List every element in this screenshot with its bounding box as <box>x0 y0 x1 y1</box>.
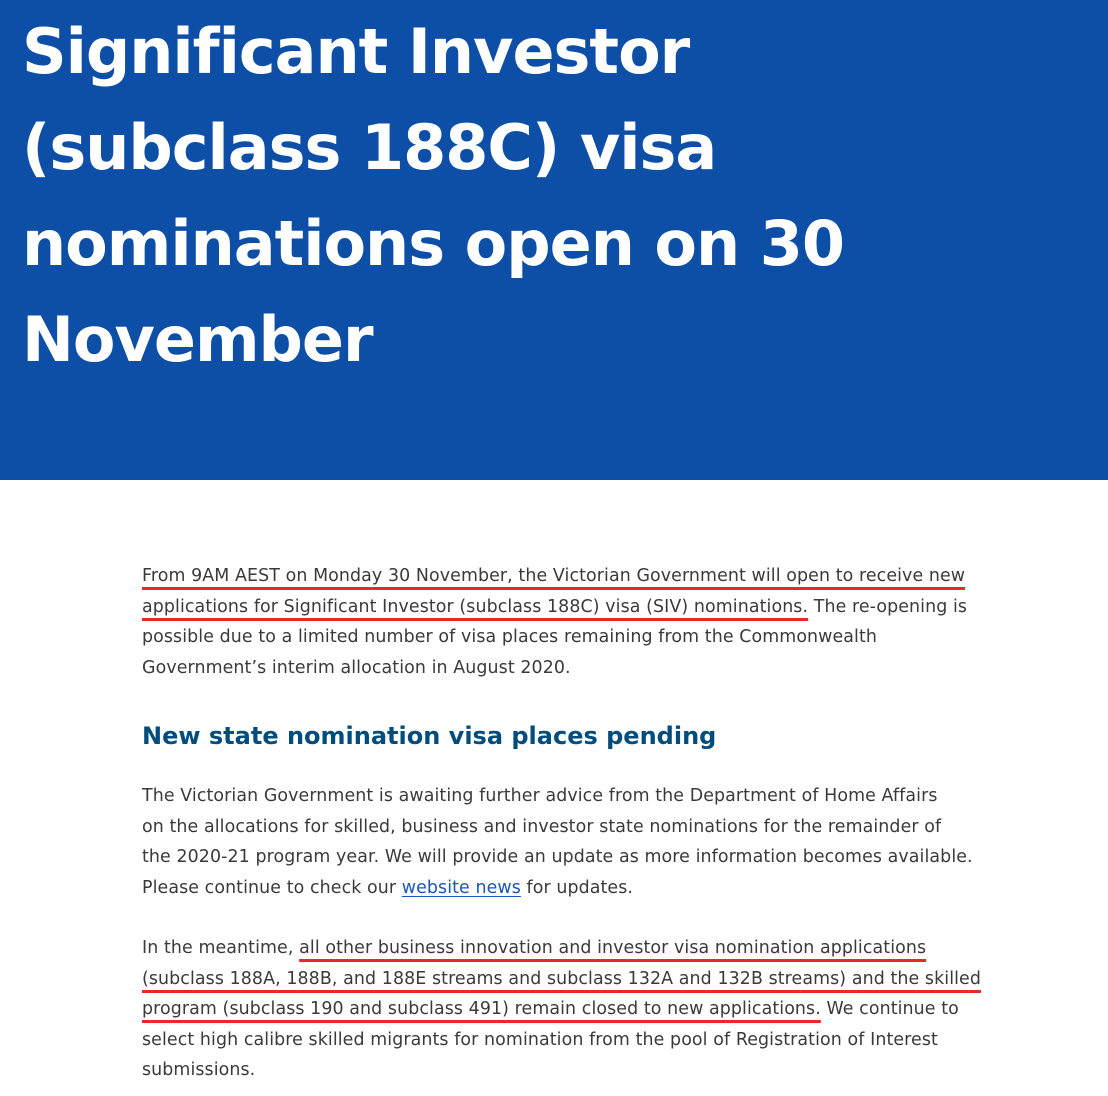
page-title-line: November <box>22 303 373 376</box>
meantime-line <box>142 933 981 964</box>
pending-line: on the allocations for skilled, business and investor state nominations for the remainder of <box>142 816 942 837</box>
pending-text: Please continue to check our <box>142 877 402 898</box>
highlighted-text: all other business innovation and investor visa nomination applications <box>299 938 927 958</box>
meantime-line: submissions. <box>142 1060 256 1081</box>
highlighted-text: applications for Significant Investor (subclass 188C) visa (SIV) nominations. <box>142 596 809 617</box>
website-news-link[interactable]: website news <box>401 877 521 898</box>
pending-line: The Victorian Government is awaiting further advice from the Department of Home Affairs <box>142 786 938 806</box>
pending-line: the 2020-21 program year. We will provide an update as more information becomes available. <box>142 847 973 868</box>
meantime-text: In the meantime, <box>142 938 300 958</box>
intro-text: The re-opening is <box>808 596 968 617</box>
highlighted-text: From 9AM AEST on Monday 30 November, the Victorian Government will open to receive new <box>142 566 966 586</box>
meantime-line: select high calibre skilled migrants for nomination from the pool of Registration of Interest <box>142 1029 938 1050</box>
pending-paragraph <box>142 781 973 903</box>
page-title-line: (subclass 188C) visa <box>22 111 717 184</box>
page-title <box>22 4 1082 388</box>
meantime-text: We continue to <box>820 999 959 1020</box>
page-title-line: Significant Investor <box>22 15 690 88</box>
hero-banner <box>0 0 1108 480</box>
highlighted-text: program (subclass 190 and subclass 491) remain closed to new applications. <box>142 999 821 1020</box>
intro-line <box>142 561 967 592</box>
intro-line: Government’s interim allocation in August 2020. <box>142 657 571 678</box>
meantime-line <box>142 964 981 995</box>
meantime-line <box>142 994 981 1025</box>
intro-line <box>142 592 967 623</box>
intro-line: possible due to a limited number of visa places remaining from the Commonwealth <box>142 627 878 648</box>
page-title-line: nominations open on 30 <box>22 207 845 280</box>
pending-line <box>142 873 973 904</box>
section-heading: New state nomination visa places pending <box>142 722 717 750</box>
intro-paragraph <box>142 561 967 683</box>
highlighted-text: (subclass 188A, 188B, and 188E streams and subclass 132A and 132B streams) and the skilled <box>142 968 981 989</box>
pending-text: for updates. <box>520 877 634 898</box>
meantime-paragraph <box>142 933 981 1086</box>
